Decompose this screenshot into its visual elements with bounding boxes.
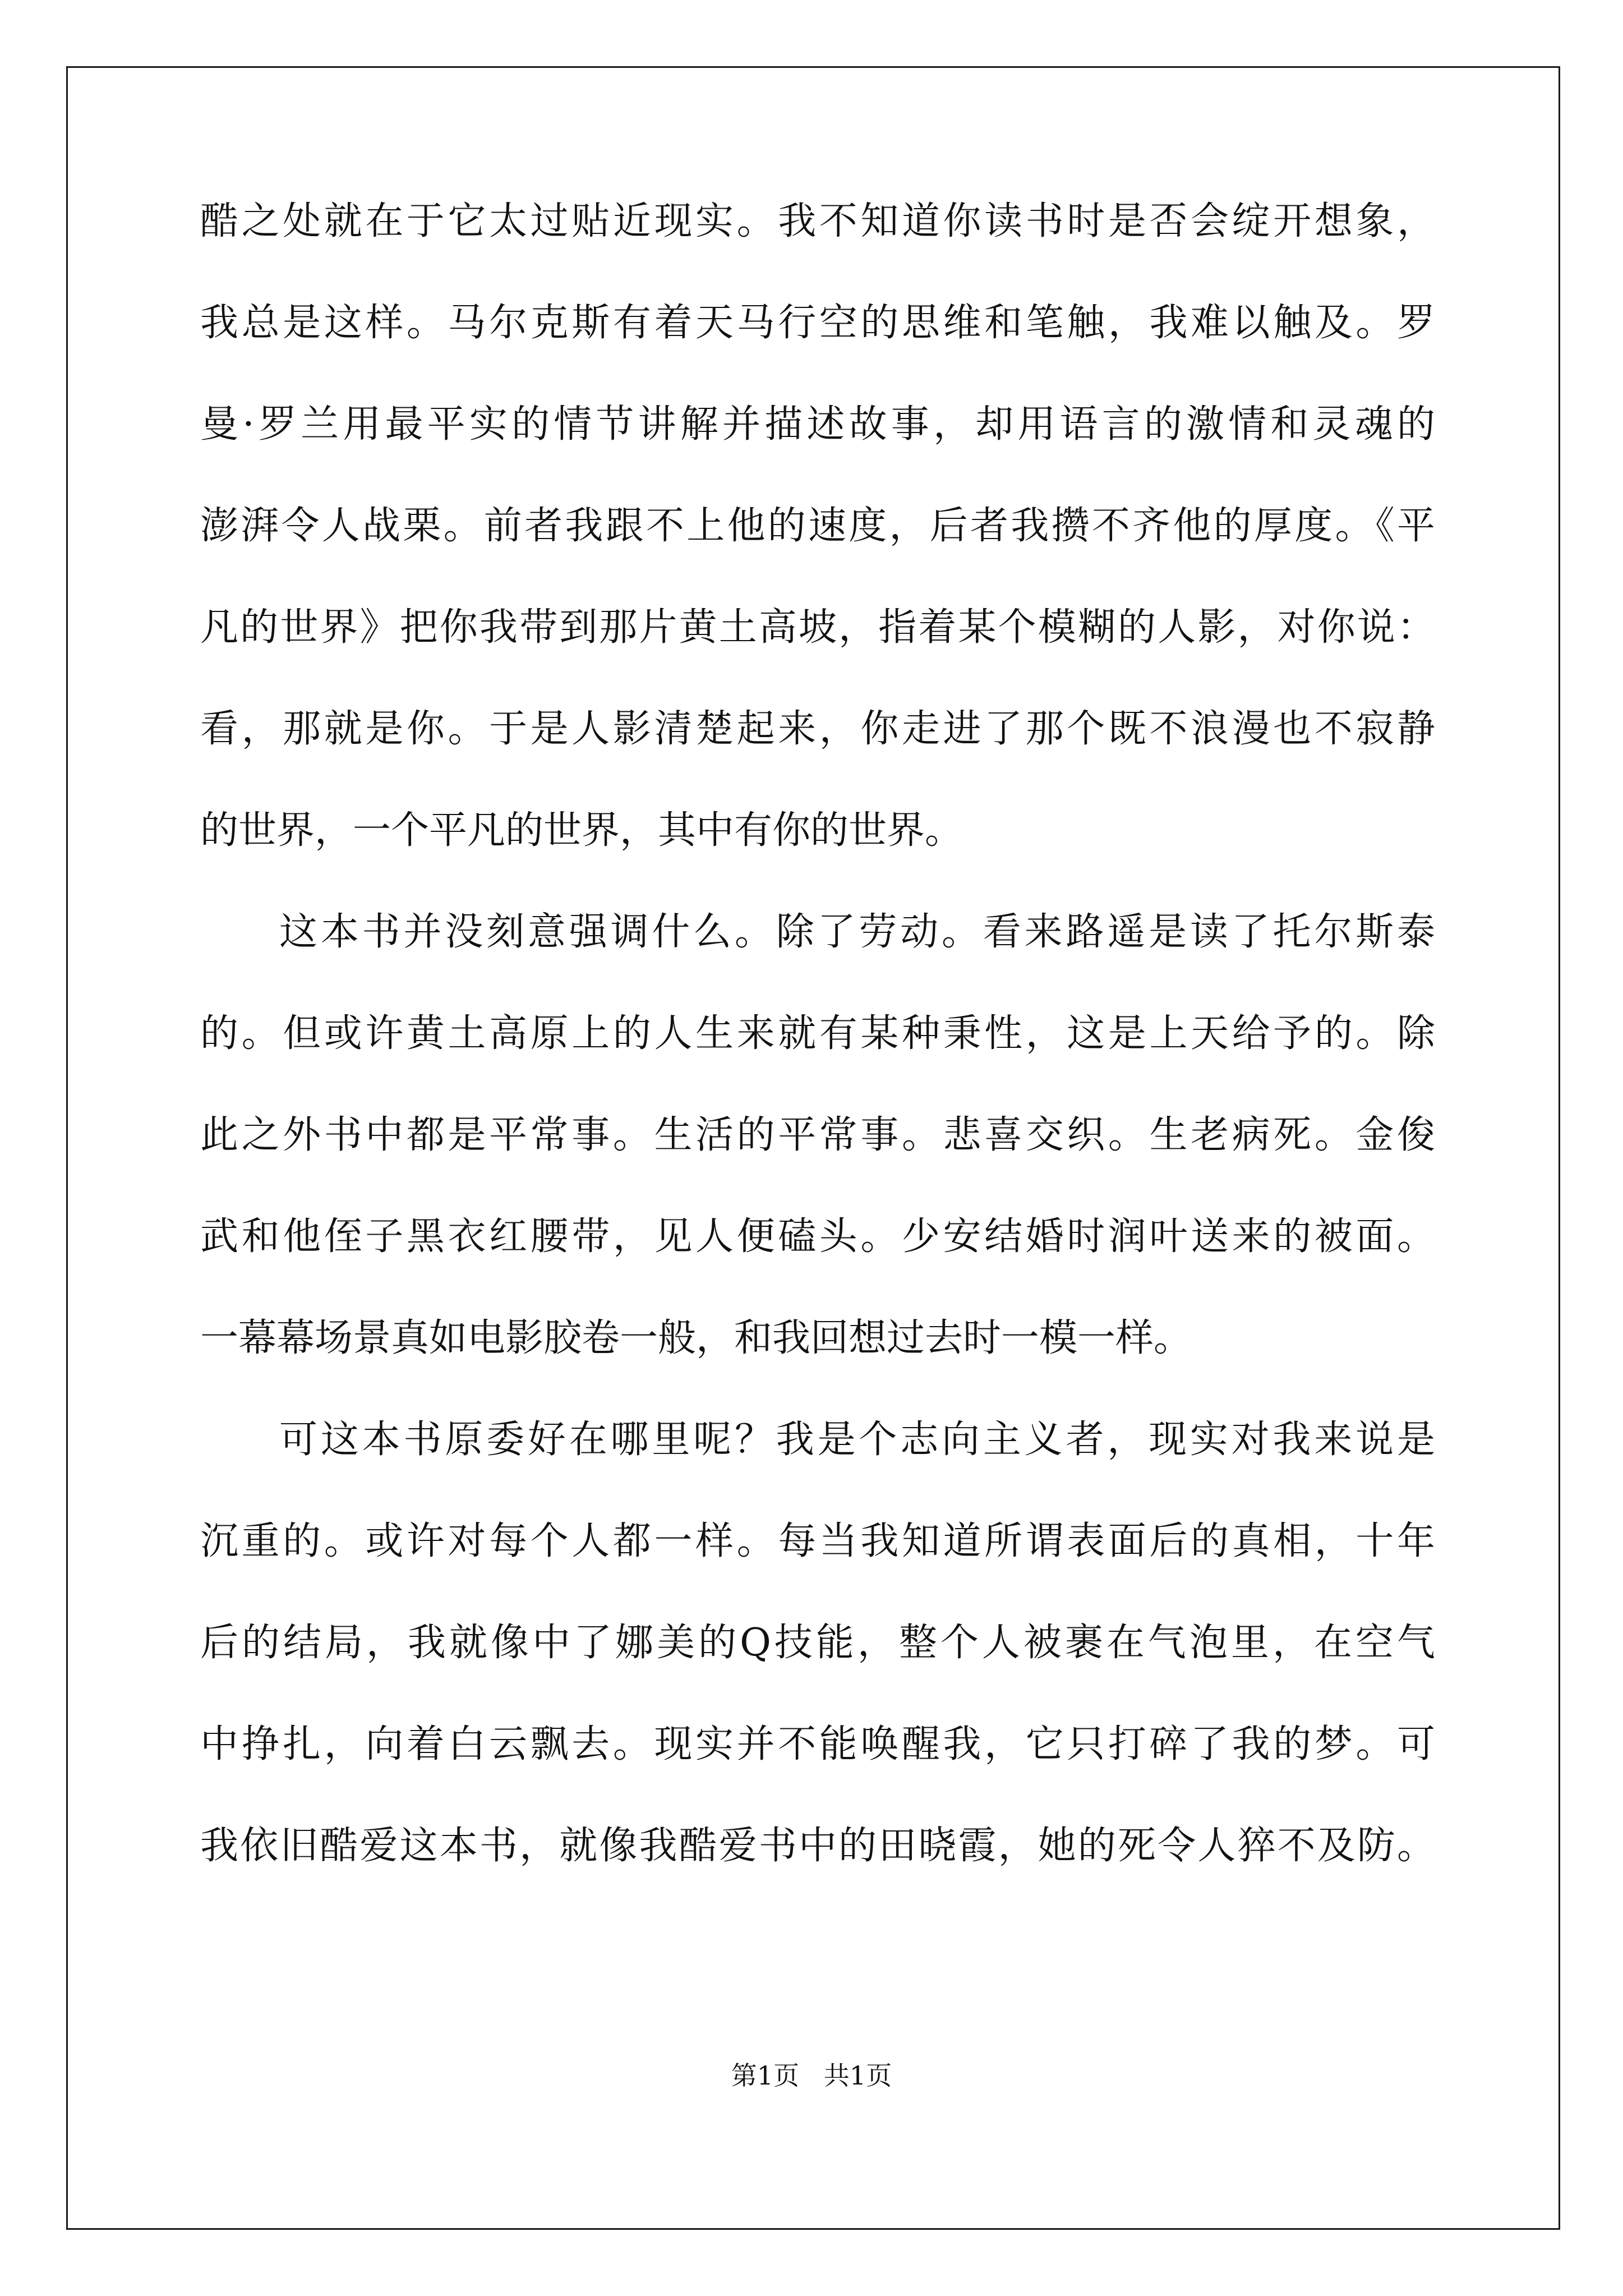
text-line: 凡的世界》把你我带到那片黄土高坡，指着某个模糊的人影，对你说： [200, 605, 1435, 650]
text-line: 我总是这样。马尔克斯有着天马行空的思维和笔触，我难以触及。罗 [200, 301, 1435, 345]
text-line: 澎湃令人战栗。前者我跟不上他的速度，后者我攒不齐他的厚度。《平 [200, 504, 1435, 548]
text-line: 沉重的。或许对每个人都一样。每当我知道所谓表面后的真相，十年 [200, 1519, 1435, 1563]
text-line: 的世界，一个平凡的世界，其中有你的世界。 [200, 808, 963, 853]
text-line: 此之外书中都是平常事。生活的平常事。悲喜交织。生老病死。金俊 [200, 1113, 1435, 1157]
document-body [200, 194, 1435, 1920]
text-line: 的。但或许黄土高原上的人生来就有某种秉性，这是上天给予的。除 [200, 1011, 1435, 1056]
text-line: 后的结局，我就像中了娜美的Q技能，整个人被裹在气泡里，在空气 [200, 1621, 1435, 1665]
text-line: 看，那就是你。于是人影清楚起来，你走进了那个既不浪漫也不寂静 [200, 707, 1435, 751]
text-line: 中挣扎，向着白云飘去。现实并不能唤醒我，它只打碎了我的梦。可 [200, 1722, 1435, 1766]
text-line: 曼·罗兰用最平实的情节讲解并描述故事，却用语言的激情和灵魂的 [200, 402, 1435, 447]
text-line: 酷之处就在于它太过贴近现实。我不知道你读书时是否会绽开想象， [200, 199, 1435, 243]
page-footer: 第1页 共1页 [731, 2060, 892, 2091]
text-line: 这本书并没刻意强调什么。除了劳动。看来路遥是读了托尔斯泰 [279, 910, 1435, 954]
text-line: 可这本书原委好在哪里呢？我是个志向主义者，现实对我来说是 [279, 1418, 1435, 1462]
text-line: 一幕幕场景真如电影胶卷一般，和我回想过去时一模一样。 [200, 1316, 1192, 1360]
text-line: 武和他侄子黑衣红腰带，见人便磕头。少安结婚时润叶送来的被面。 [200, 1214, 1435, 1259]
text-line: 我依旧酷爱这本书，就像我酷爱书中的田晓霞，她的死令人猝不及防。 [200, 1824, 1435, 1868]
